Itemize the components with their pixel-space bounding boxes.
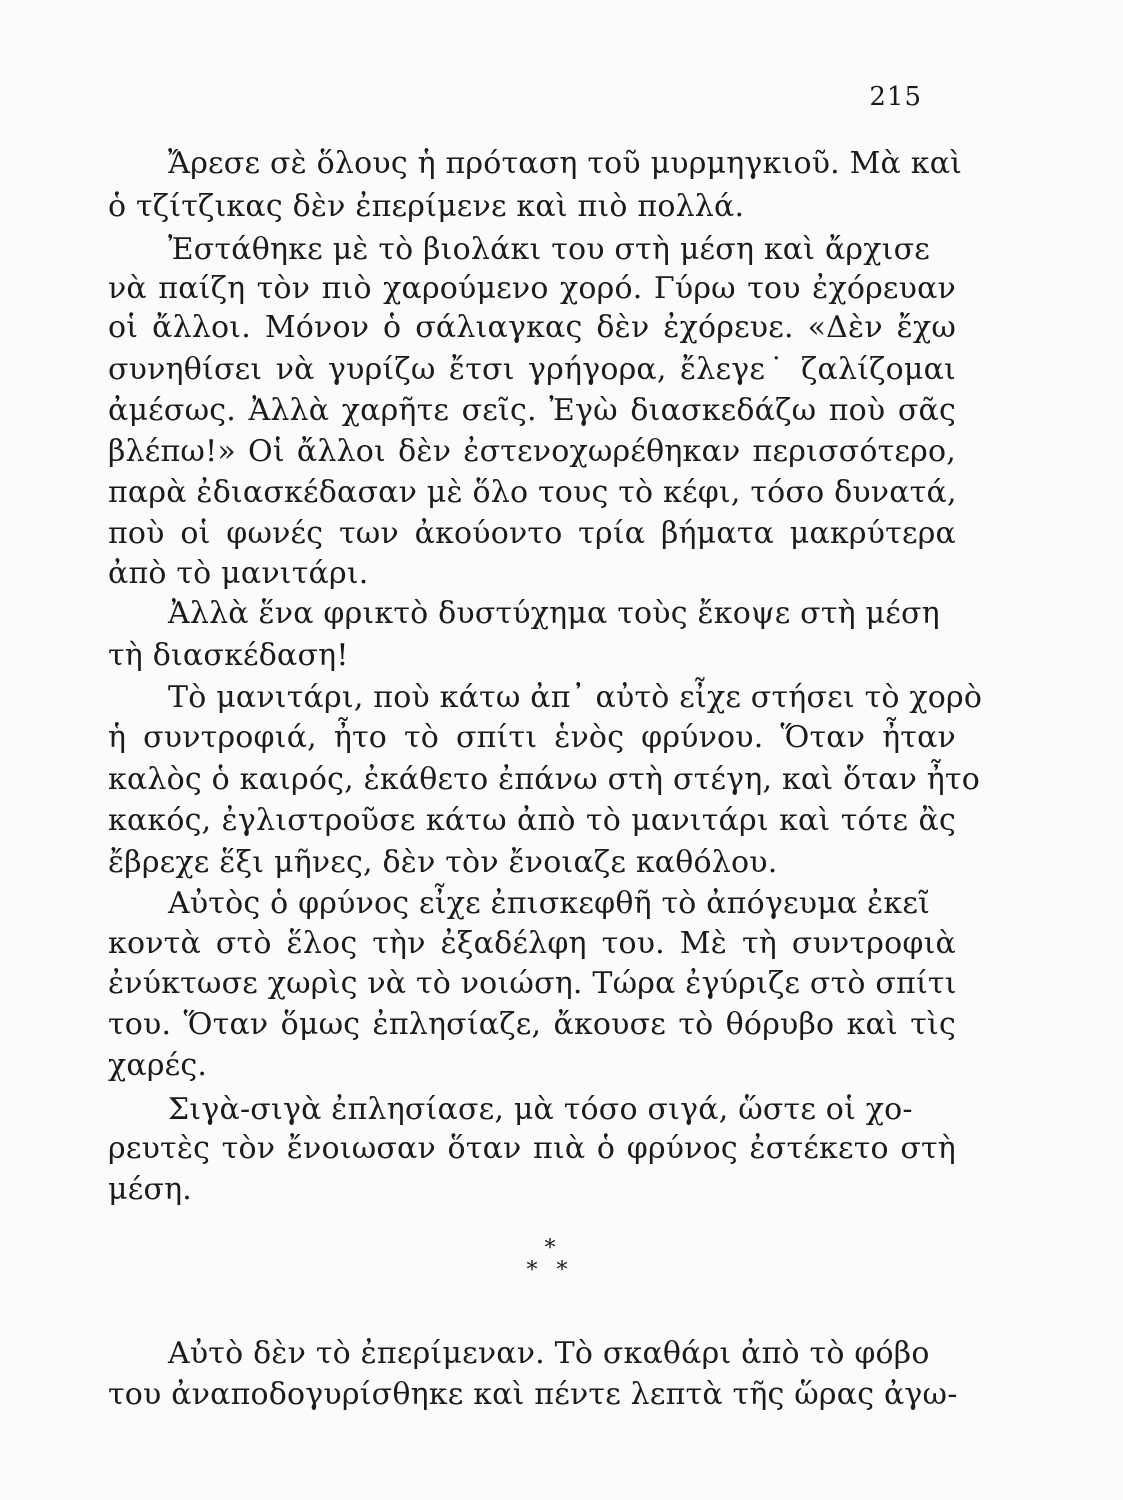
text-line: Ἄρεσε σὲ ὅλους ἡ πρόταση τοῦ μυρμηγκιοῦ. Μὰ καὶ bbox=[168, 146, 963, 181]
text-line: νὰ παίζη τὸν πιὸ χαρούμενο χορό. Γύρω του ἐχόρευαν bbox=[108, 271, 956, 306]
text-line: ἡ συντροφιά, ἦτο τὸ σπίτι ἑνὸς φρύνου. Ὅταν ἦταν bbox=[108, 720, 956, 755]
section-separator-bottom: * * bbox=[526, 1258, 574, 1283]
text-line: παρὰ ἐδιασκέδασαν μὲ ὅλο τους τὸ κέφι, τόσο δυνατά, bbox=[108, 475, 957, 510]
text-line: Τὸ μανιτάρι, ποὺ κάτω ἀπ᾽ αὐτὸ εἶχε στήσει τὸ χορὸ bbox=[168, 680, 983, 715]
text-line: κακός, ἐγλιστροῦσε κάτω ἀπὸ τὸ μανιτάρι καὶ τότε ἂς bbox=[108, 803, 956, 838]
text-line: Ἀλλὰ ἕνα φρικτὸ δυστύχημα τοὺς ἔκοψε στὴ μέση bbox=[168, 596, 940, 631]
text-line: κοντὰ στὸ ἕλος τὴν ἐξαδέλφη του. Μὲ τὴ συντροφιὰ bbox=[108, 926, 956, 961]
text-line: Σιγὰ-σιγὰ ἐπλησίασε, μὰ τόσο σιγά, ὥστε οἱ χο- bbox=[168, 1092, 913, 1127]
text-line: ἀπὸ τὸ μανιτάρι. bbox=[108, 556, 369, 591]
section-separator-top: * bbox=[544, 1236, 556, 1261]
text-line: καλὸς ὁ καιρός, ἐκάθετο ἐπάνω στὴ στέγη, καὶ ὅταν ἦτο bbox=[108, 762, 980, 797]
text-line: χαρές. bbox=[108, 1048, 208, 1083]
text-line: ποὺ οἱ φωνές των ἀκούοντο τρία βήματα μακρύτερα bbox=[108, 516, 956, 551]
text-line: του. Ὅταν ὅμως ἐπλησίαζε, ἄκουσε τὸ θόρυβο καὶ τὶς bbox=[108, 1007, 956, 1042]
text-line: συνηθίσει νὰ γυρίζω ἔτσι γρήγορα, ἔλεγε˙ ζαλίζομαι bbox=[108, 352, 956, 387]
text-line: ὁ τζίτζικας δὲν ἐπερίμενε καὶ πιὸ πολλά. bbox=[108, 189, 745, 224]
text-line: βλέπω!» Οἱ ἄλλοι δὲν ἐστενοχωρέθηκαν περισσότερο, bbox=[108, 434, 956, 469]
text-line: Αὐτὸς ὁ φρύνος εἶχε ἐπισκεφθῆ τὸ ἀπόγευμα ἐκεῖ bbox=[168, 886, 931, 921]
text-line: του ἀναποδογυρίσθηκε καὶ πέντε λεπτὰ τῆς ὥρας ἀγω- bbox=[108, 1377, 958, 1412]
text-line: ἔβρεχε ἕξι μῆνες, δὲν τὸν ἔνοιαζε καθόλου. bbox=[108, 845, 778, 880]
page-number: 215 bbox=[869, 82, 922, 112]
text-line: ρευτὲς τὸν ἔνοιωσαν ὅταν πιὰ ὁ φρύνος ἐστέκετο στὴ bbox=[108, 1131, 956, 1166]
text-line: Αὐτὸ δὲν τὸ ἐπερίμεναν. Τὸ σκαθάρι ἀπὸ τὸ φόβο bbox=[168, 1336, 930, 1371]
text-line: μέση. bbox=[108, 1172, 193, 1207]
text-line: τὴ διασκέδαση! bbox=[108, 638, 349, 673]
text-line: ἐνύκτωσε χωρὶς νὰ τὸ νοιώση. Τώρα ἐγύριζε στὸ σπίτι bbox=[108, 966, 957, 1001]
text-line: ἀμέσως. Ἀλλὰ χαρῆτε σεῖς. Ἐγὼ διασκεδάζω ποὺ σᾶς bbox=[108, 393, 956, 428]
text-line: οἱ ἄλλοι. Μόνον ὁ σάλιαγκας δὲν ἐχόρευε. «Δὲν ἔχω bbox=[108, 310, 956, 345]
text-line: Ἐστάθηκε μὲ τὸ βιολάκι του στὴ μέση καὶ ἄρχισε bbox=[168, 232, 931, 267]
